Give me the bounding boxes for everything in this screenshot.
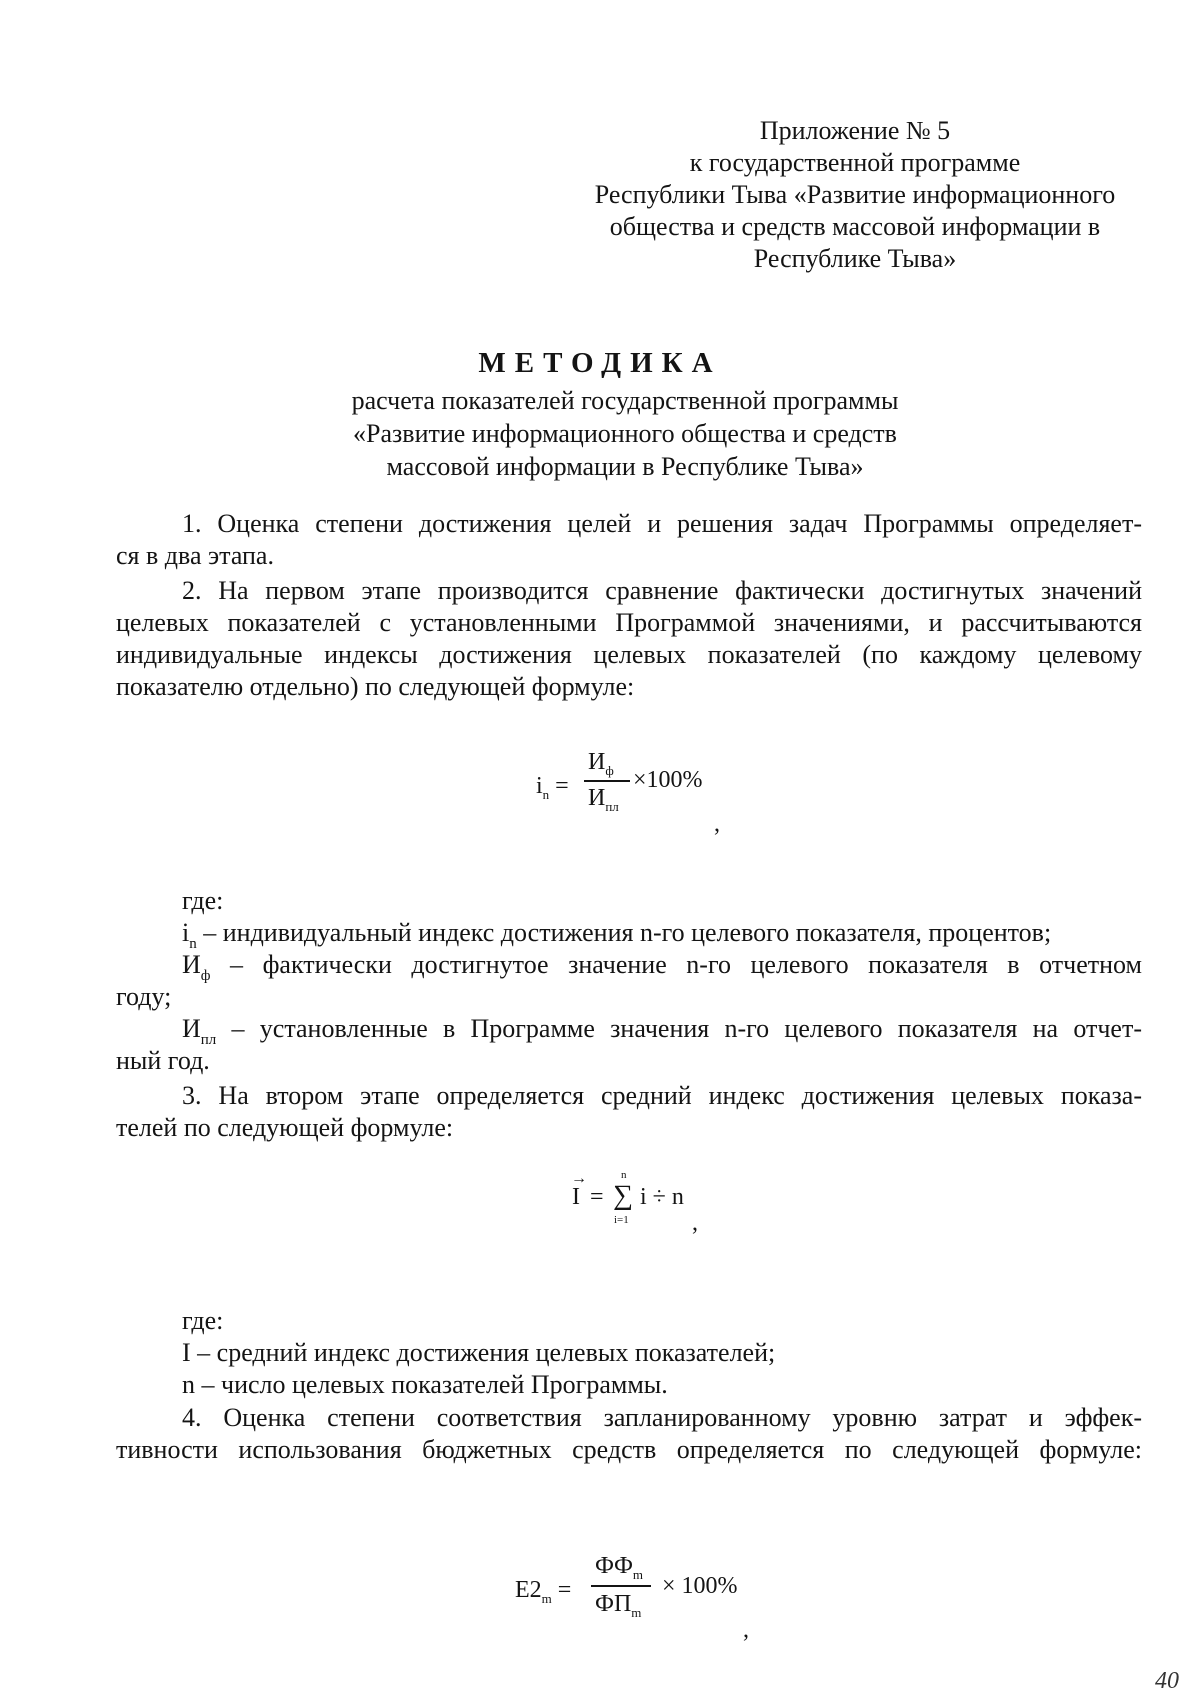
formula-equals: = (590, 1184, 604, 1210)
text-line: 1. Оценка степени достижения целей и решения задач Программы определяет- (182, 509, 1142, 538)
appendix-header (560, 115, 1150, 275)
text-line: телей по следующей формуле: (116, 1113, 454, 1142)
formula-comma: , (743, 1617, 749, 1643)
paragraph-3 (116, 1080, 1142, 1144)
text-line: 2. На первом этапе производится сравнение фактически достигнутых значений (182, 576, 1142, 605)
definition-line: году; (116, 982, 172, 1011)
formula-comma: , (692, 1210, 698, 1236)
subtitle-line: массовой информации в Республике Тыва» (386, 452, 864, 481)
definition-line: $И_ф$ – фактически достигнутое значение n-го целевого показателя в отчетном (182, 950, 1142, 984)
where-label: где: (182, 1306, 224, 1335)
formula-comma: , (714, 811, 720, 837)
document-subtitle (250, 384, 1000, 483)
definition-line: ный год. (116, 1046, 210, 1075)
definition-line: n – число целевых показателей Программы. (182, 1370, 668, 1399)
sum-upper-limit: n (621, 1169, 627, 1181)
text-line: тивности использования бюджетных средств определяется по следующей формуле: (116, 1435, 1142, 1464)
paragraph-4 (116, 1402, 1142, 1466)
appendix-line: Республике Тыва» (753, 244, 957, 273)
definition-line: $i_n$ – индивидуальный индекс достижения n-го целевого показателя, процентов; (182, 918, 1052, 952)
appendix-line: к государственной программе (689, 148, 1021, 177)
text-line: показателю отдельно) по следующей формуле: (116, 672, 635, 701)
vector-arrow: → (571, 1170, 587, 1187)
fraction-denominator: $И_{пл}$ (588, 785, 619, 814)
sum-lower-limit: i=1 (614, 1214, 629, 1226)
formula-multiplier: × 100% (662, 1573, 738, 1599)
formula-lhs: I (572, 1184, 580, 1210)
definition-line: I – средний индекс достижения целевых показателей; (182, 1338, 776, 1367)
text-line: индивидуальные индексы достижения целевых показателей (по каждому целевому (116, 640, 1142, 669)
definition-line: $И_{пл}$ – установленные в Программе значения n-го целевого показателя на отчет- (182, 1014, 1142, 1048)
paragraph-2 (116, 575, 1142, 703)
where-block-2 (116, 1305, 1142, 1401)
appendix-line: Республики Тыва «Развитие информационного (594, 180, 1116, 209)
text-line: целевых показателей с установленными Программой значениями, и рассчитываются (116, 608, 1142, 637)
fraction-bar (591, 1585, 651, 1587)
paragraph-1 (116, 508, 1142, 572)
where-block-1 (116, 885, 1142, 1077)
fraction-numerator: $И_ф$ (588, 749, 614, 778)
fraction-numerator: $ФФ_m$ (595, 1553, 644, 1582)
fraction-bar (584, 780, 630, 782)
formula-lhs: $Е2_m$ = (515, 1577, 572, 1606)
text-line: 4. Оценка степени соответствия запланированному уровню затрат и эффек- (182, 1403, 1142, 1432)
page-number: 40 (1155, 1668, 1179, 1694)
formula-body: i ÷ n (640, 1184, 684, 1210)
subtitle-line: «Развитие информационного общества и средств (353, 419, 897, 448)
formula-multiplier: ×100% (633, 767, 703, 793)
fraction-denominator: $ФП_m$ (595, 1591, 642, 1620)
subtitle-line: расчета показателей государственной программы (351, 386, 899, 415)
sigma-symbol: ∑ (613, 1180, 633, 1211)
text-line: ся в два этапа. (116, 541, 274, 570)
document-title: МЕТОДИКА (478, 347, 722, 379)
where-label: где: (182, 886, 224, 915)
appendix-line: общества и средств массовой информации в (609, 212, 1101, 241)
appendix-line: Приложение № 5 (759, 116, 951, 145)
text-line: 3. На втором этапе определяется средний индекс достижения целевых показа- (182, 1081, 1142, 1110)
formula-lhs: $i_n$ = (536, 773, 569, 802)
